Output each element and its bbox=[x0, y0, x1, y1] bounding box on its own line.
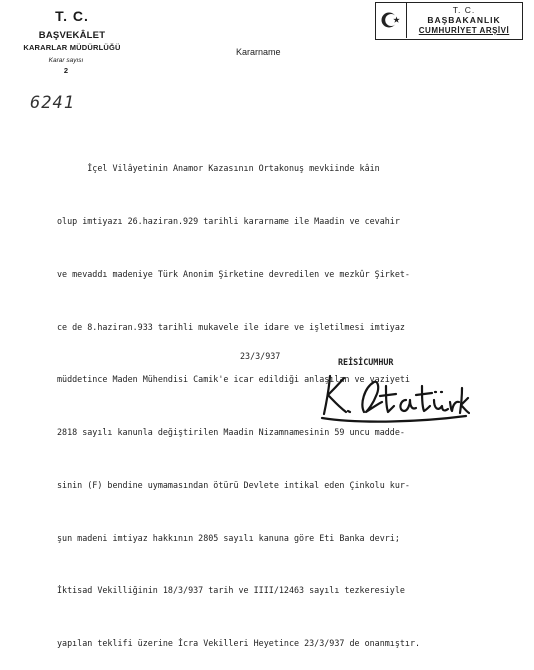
body-line: ce de 8.haziran.933 tarihli mukavele ile idare ve işletilmesi imtiyaz bbox=[57, 321, 405, 332]
body-line: müddetince Maden Mühendisi Camik'e icar edildiği anlaşılan ve vaziyeti bbox=[57, 374, 410, 385]
signer-title: REİSİCUMHUR bbox=[338, 357, 394, 367]
body-line: yapılan teklifi üzerine İcra Vekilleri Heyetince 23/3/937 de onanmıştır. bbox=[57, 638, 421, 649]
letterhead-office: BAŞVEKÂLET bbox=[38, 30, 106, 41]
stamp-line-1: BAŞBAKANLIK bbox=[427, 15, 501, 25]
signature bbox=[320, 364, 470, 426]
stamp-emblem bbox=[376, 3, 407, 38]
decision-label: Karar sayısı bbox=[48, 57, 84, 64]
letterhead-tc: T. C. bbox=[55, 8, 89, 24]
decision-number: 2 bbox=[63, 66, 69, 75]
body-line: olup imtiyazı 26.haziran.929 tarihli kararname ile Maadin ve cevahir bbox=[57, 215, 400, 226]
body-line: ve mevaddı madeniye Türk Anonim Şirketine devredilen ve mezkûr Şirket- bbox=[57, 268, 410, 279]
stamp-tc: T. C. bbox=[452, 5, 476, 15]
archive-stamp bbox=[375, 2, 523, 40]
body-line: İçel Vilâyetinin Anamor Kazasının Ortakonuş mevkiinde kâin bbox=[57, 163, 380, 174]
letterhead-department: KARARLAR MÜDÜRLÜĞÜ bbox=[23, 43, 121, 52]
body-line: şun madeni imtiyaz hakkının 2805 sayılı kanuna göre Eti Banka devri; bbox=[57, 532, 400, 543]
stamp-line-2: CUMHURİYET ARŞİVİ bbox=[418, 26, 510, 35]
handwritten-number: 6241 bbox=[30, 93, 75, 113]
body-line: İktisad Vekilliğinin 18/3/937 tarih ve IIII/12463 sayılı tezkeresiyle bbox=[57, 585, 405, 596]
body-line: 2818 sayılı kanunla değiştirilen Maadin Nizamnamesinin 59 uncu madde- bbox=[57, 427, 405, 438]
decree-date: 23/3/937 bbox=[240, 351, 281, 361]
body-line: sinin (F) bendine uymamasından ötürü Devlete intikal eden Çinkolu kur- bbox=[57, 479, 410, 490]
crescent-star-icon bbox=[380, 10, 402, 30]
document-type: Kararname bbox=[236, 47, 281, 57]
